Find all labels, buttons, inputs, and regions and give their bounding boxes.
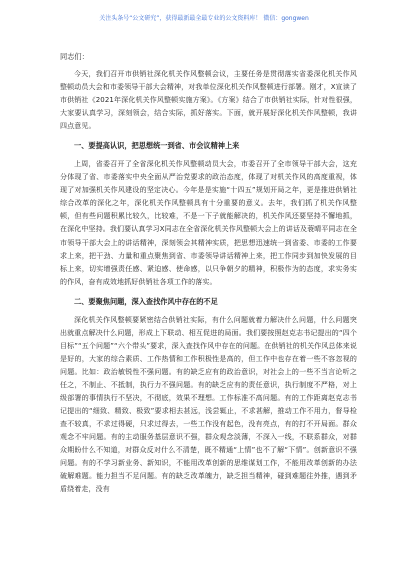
document-body (60, 51, 357, 503)
greeting: 同志们： (60, 52, 89, 61)
body-paragraph: 上周，省委召开了全省深化机关作风整顿动员大会，市委召开了全市领导干部大会，这充分体现了省、市委落实中央全面从严治党要求的政治态度，体现了对机关作风的高度重视，体现了对加强机关作风建设的坚定决心。今年是是实施“十四五”规划开局之年，更是推进供销社综合改革的深化之年，深化机关作风整顿具有十分重要的意义。去年，我们抓了机关作风整顿，但有些问题积累比较久，比较难，不是一下子就能解决的，机关作风还要坚持不懈地抓，在深化中坚持。我们要认真学习X同志在全省深化机关作风整顿大会上的讲话及蓑晴平同志在全市领导干部大会上的讲话精神，深刻领会其精神实质，把思想迅速统一到省委、市委的工作要求上来，把干劲、力量和重点聚焦到省、市委领导讲话精神上来，把工作同步到加快发展的目标上来，切实增强责任感、紧迫感、使命感，以只争朝夕的精神，积极作为的态度，求实务实的作风，奋有成效地抓好供销社各项工作的落实。 (60, 160, 357, 286)
body-paragraph: 深化机关作风整顿要紧密结合供销社实际，有什么问题就着力解决什么问题，什么问题突出就重点解决什么问题，形成上下联动、相互促进的局面。我们要按照赵克志书记提出的“四个目标”“五个问题”“六个带头”要求，深入查找作风中存在的问题。在供销社的机关作风总体来说是好的，大家的综合素质、工作热情和工作积极性是高的，但工作中也存在着一些不容忽视的问题。比如：政治敏锐性不强问题。有的缺乏应有的政治意识，对社会上的一些不当言论听之任之，不制止、不抵制，执行力不强问题。有的缺乏应有的责任意识，执行制度不严格，对上级部署的事情执行不坚决，不彻底，效果不理想。工作标准不高问题。有的工作距离赵克志书记提出的“细致、精致、极致”要求相去甚远，浅尝辄止，不求甚解，推动工作不用力，督导检查不较真，不求过得硬，只求过得去，一些工作没有起色，没有亮点，有的打不开局面。群众观念不牢问题。有的主动服务基层意识不强，群众观念淡薄，不深入一线，不联系群众，对群众期盼什么不知道，对群众反对什么不清楚，既不精通“上情”也不了解“下情”。创新意识不强问题。有的不学习新业务、新知识，不能用改革创新的思维谋划工作，不能用改革创新的办法破解难题。能力担当不足问题。有的缺乏改革魄力，缺乏担当精神，碰到难题往外推，遇到矛盾绕着走，没有 (60, 315, 357, 494)
section-heading: 二、要聚焦问题，深入查找作风中存在的不足 (74, 296, 218, 306)
promo-banner[interactable]: 关注头条号“公文研究”，获得最新最全最专业的公文资料库！ 微信：gongwen (99, 15, 309, 22)
body-paragraph: 今天，我们召开市供销社深化机关作风整顿会议，主要任务是贯彻落实省委深化机关作风整顿动员大会和市委领导干部大会精神，对我单位深化机关作风整顿进行部署。刚才，X宣读了市供销社《2021年深化机关作风整顿实施方案》。《方案》结合了市供销社实际，针对性很强，大家要认真学习，深刻领会，结合实际，抓好落实。下面，就开展好深化机关作风整顿，我讲四点意见。 (60, 70, 357, 131)
document-flow (60, 68, 357, 496)
section-heading: 一、要提高认识，把思想统一到省、市会议精神上来 (74, 141, 240, 151)
